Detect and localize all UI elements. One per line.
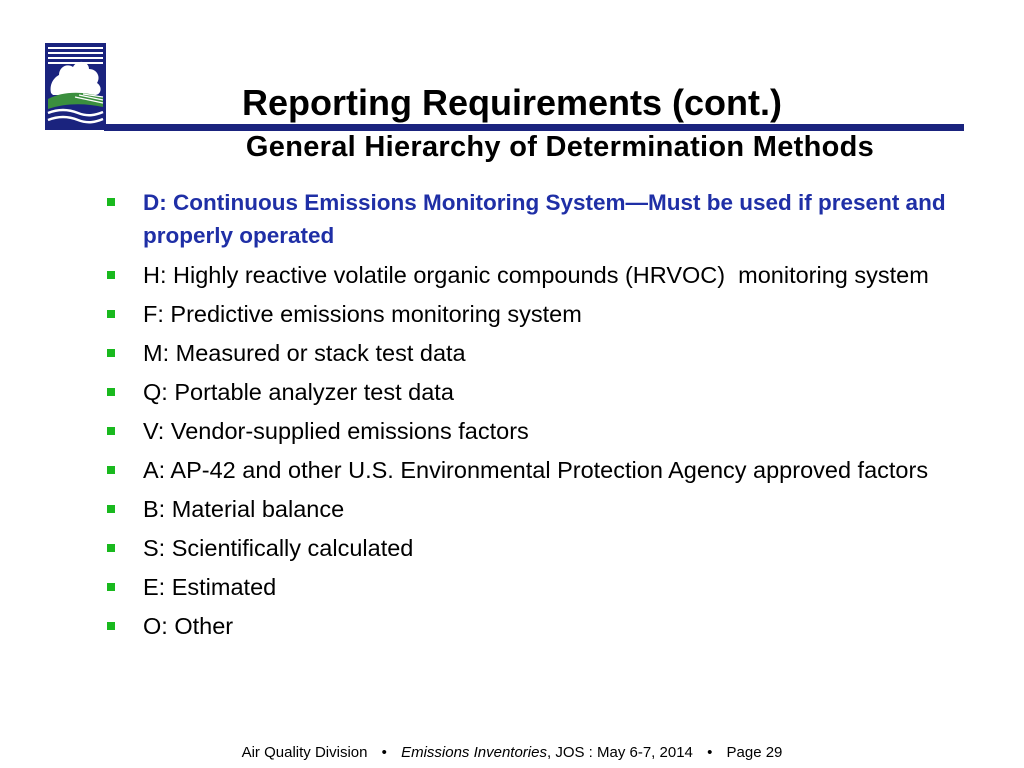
square-bullet-icon [107, 466, 115, 474]
square-bullet-icon [107, 544, 115, 552]
list-item-text: V: Vendor-supplied emissions factors [143, 418, 529, 444]
list-item [104, 493, 984, 525]
list-item [104, 259, 984, 291]
list-item-text: O: Other [143, 613, 234, 639]
square-bullet-icon [107, 388, 115, 396]
footer-separator: • [707, 744, 713, 761]
method-list [104, 186, 984, 649]
list-item-text: A: AP-42 and other U.S. Environmental Protection Agency approved factors [143, 457, 929, 483]
square-bullet-icon [107, 271, 115, 279]
square-bullet-icon [107, 198, 115, 206]
list-item [104, 298, 984, 330]
list-item-text: D: Continuous Emissions Monitoring System—Must be used if present and properly operated [143, 190, 946, 248]
footer-course: Emissions Inventories [401, 744, 547, 761]
footer-division: Air Quality Division [241, 744, 368, 761]
list-item [104, 415, 984, 447]
slide-subtitle: General Hierarchy of Determination Methods [245, 131, 875, 163]
list-item [104, 532, 984, 564]
list-item-text: F: Predictive emissions monitoring system [143, 301, 582, 327]
list-item-text: Q: Portable analyzer test data [143, 379, 454, 405]
footer-page-number: Page 29 [726, 744, 783, 761]
list-item [104, 376, 984, 408]
list-item [104, 454, 984, 486]
list-item [104, 186, 984, 252]
list-item [104, 571, 984, 603]
list-item-text: M: Measured or stack test data [143, 340, 466, 366]
slide-title: Reporting Requirements (cont.) [241, 82, 783, 123]
square-bullet-icon [107, 505, 115, 513]
footer-details: , JOS : May 6-7, 2014 [546, 744, 693, 761]
list-item [104, 610, 984, 642]
square-bullet-icon [107, 622, 115, 630]
footer-separator: • [381, 744, 387, 761]
list-item-text: B: Material balance [143, 496, 345, 522]
list-item [104, 337, 984, 369]
square-bullet-icon [107, 349, 115, 357]
list-item-text: E: Estimated [143, 574, 277, 600]
slide-footer [0, 743, 1024, 763]
list-item-text: H: Highly reactive volatile organic compounds (HRVOC) monitoring system [143, 262, 929, 288]
list-item-text: S: Scientifically calculated [143, 535, 414, 561]
square-bullet-icon [107, 583, 115, 591]
square-bullet-icon [107, 427, 115, 435]
square-bullet-icon [107, 310, 115, 318]
